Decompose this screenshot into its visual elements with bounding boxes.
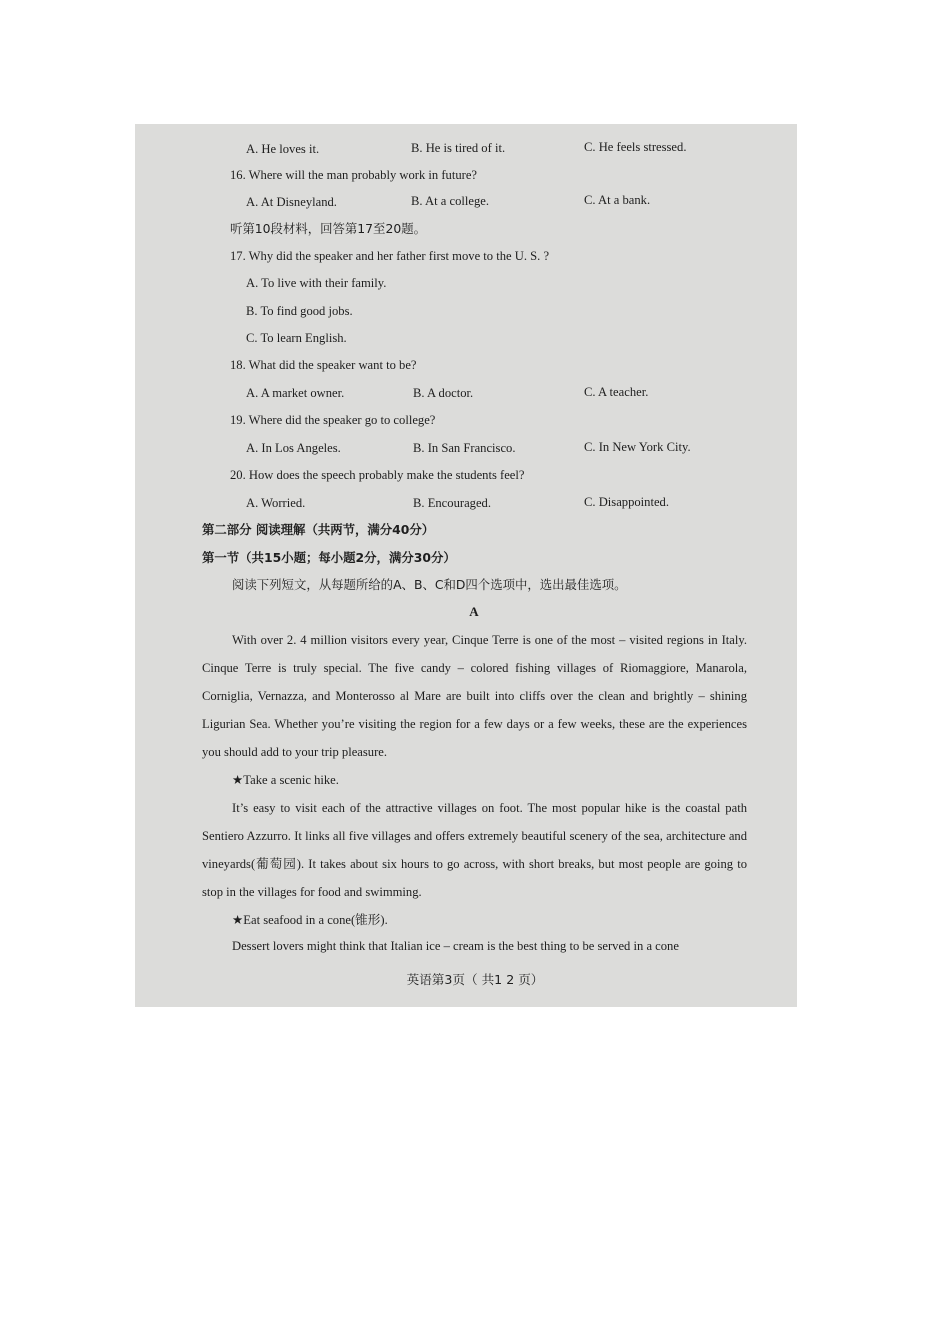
q17-option-b: B. To find good jobs. (246, 304, 353, 318)
q16-stem: 16. Where will the man probably work in future? (230, 168, 478, 182)
q20-option-a: A. Worried. (246, 496, 306, 510)
section-one-heading: 第一节（共15小题；每小题2分，满分30分） (202, 550, 456, 565)
scanned-page (135, 124, 797, 1007)
q16-option-b: B. At a college. (411, 194, 489, 208)
q19-option-b: B. In San Francisco. (413, 441, 516, 455)
q15-option-b: B. He is tired of it. (411, 141, 506, 155)
passage-paragraph-2: It’s easy to visit each of the attractive villages on foot. The most popular hike is the coastal path Sentiero Azzurro. It links all five villages and offers extremely beautiful scenery of the sea, architecture and vineyards(葡萄园). It takes about six hours to go across, with short breaks, but most people are going to stop in the villages for food and swimming. (202, 801, 747, 899)
q15-option-a: A. He loves it. (246, 142, 320, 156)
q18-stem: 18. What did the speaker want to be? (230, 358, 417, 372)
q17-option-c: C. To learn English. (246, 331, 347, 345)
q17-option-a: A. To live with their family. (246, 276, 387, 290)
q15-option-c: C. He feels stressed. (584, 140, 687, 154)
q19-stem: 19. Where did the speaker go to college? (230, 413, 436, 427)
passage-paragraph-3: Dessert lovers might think that Italian ice – cream is the best thing to be served in a cone (232, 939, 679, 953)
subheading-seafood-cone: ★Eat seafood in a cone(锥形). (232, 913, 388, 927)
part-two-heading: 第二部分 阅读理解（共两节，满分40分） (202, 522, 435, 537)
q19-option-c: C. In New York City. (584, 440, 691, 454)
section-10-instruction: 听第10段材料，回答第17至20题。 (230, 221, 426, 236)
passage-paragraph-1: With over 2. 4 million visitors every year, Cinque Terre is one of the most – visited regions in Italy. Cinque Terre is truly special. The five candy – colored fishing villages of Riomaggiore, Manarola, Corniglia, Vernazza, and Monterosso al Mare are built into cliffs over the clean and brightly – shining Ligurian Sea. Whether you’re visiting the region for a few days or a few weeks, these are the experiences you should add to your trip pleasure. (202, 633, 747, 759)
q16-option-a: A. At Disneyland. (246, 195, 337, 209)
q18-option-a: A. A market owner. (246, 386, 345, 400)
q17-stem: 17. Why did the speaker and her father first move to the U. S. ? (230, 249, 550, 263)
q20-option-c: C. Disappointed. (584, 495, 670, 509)
subheading-scenic-hike: ★Take a scenic hike. (232, 773, 339, 787)
q20-option-b: B. Encouraged. (413, 496, 491, 510)
passage-title: A (469, 604, 479, 619)
reading-instructions: 阅读下列短文，从每题所给的A、B、C和D四个选项中，选出最佳选项。 (232, 577, 627, 592)
q19-option-a: A. In Los Angeles. (246, 441, 341, 455)
q18-option-b: B. A doctor. (413, 386, 474, 400)
page-footer: 英语第3页（ 共1 2 页） (406, 972, 544, 987)
q16-option-c: C. At a bank. (584, 193, 651, 207)
q20-stem: 20. How does the speech probably make the students feel? (230, 468, 525, 482)
q18-option-c: C. A teacher. (584, 385, 649, 399)
